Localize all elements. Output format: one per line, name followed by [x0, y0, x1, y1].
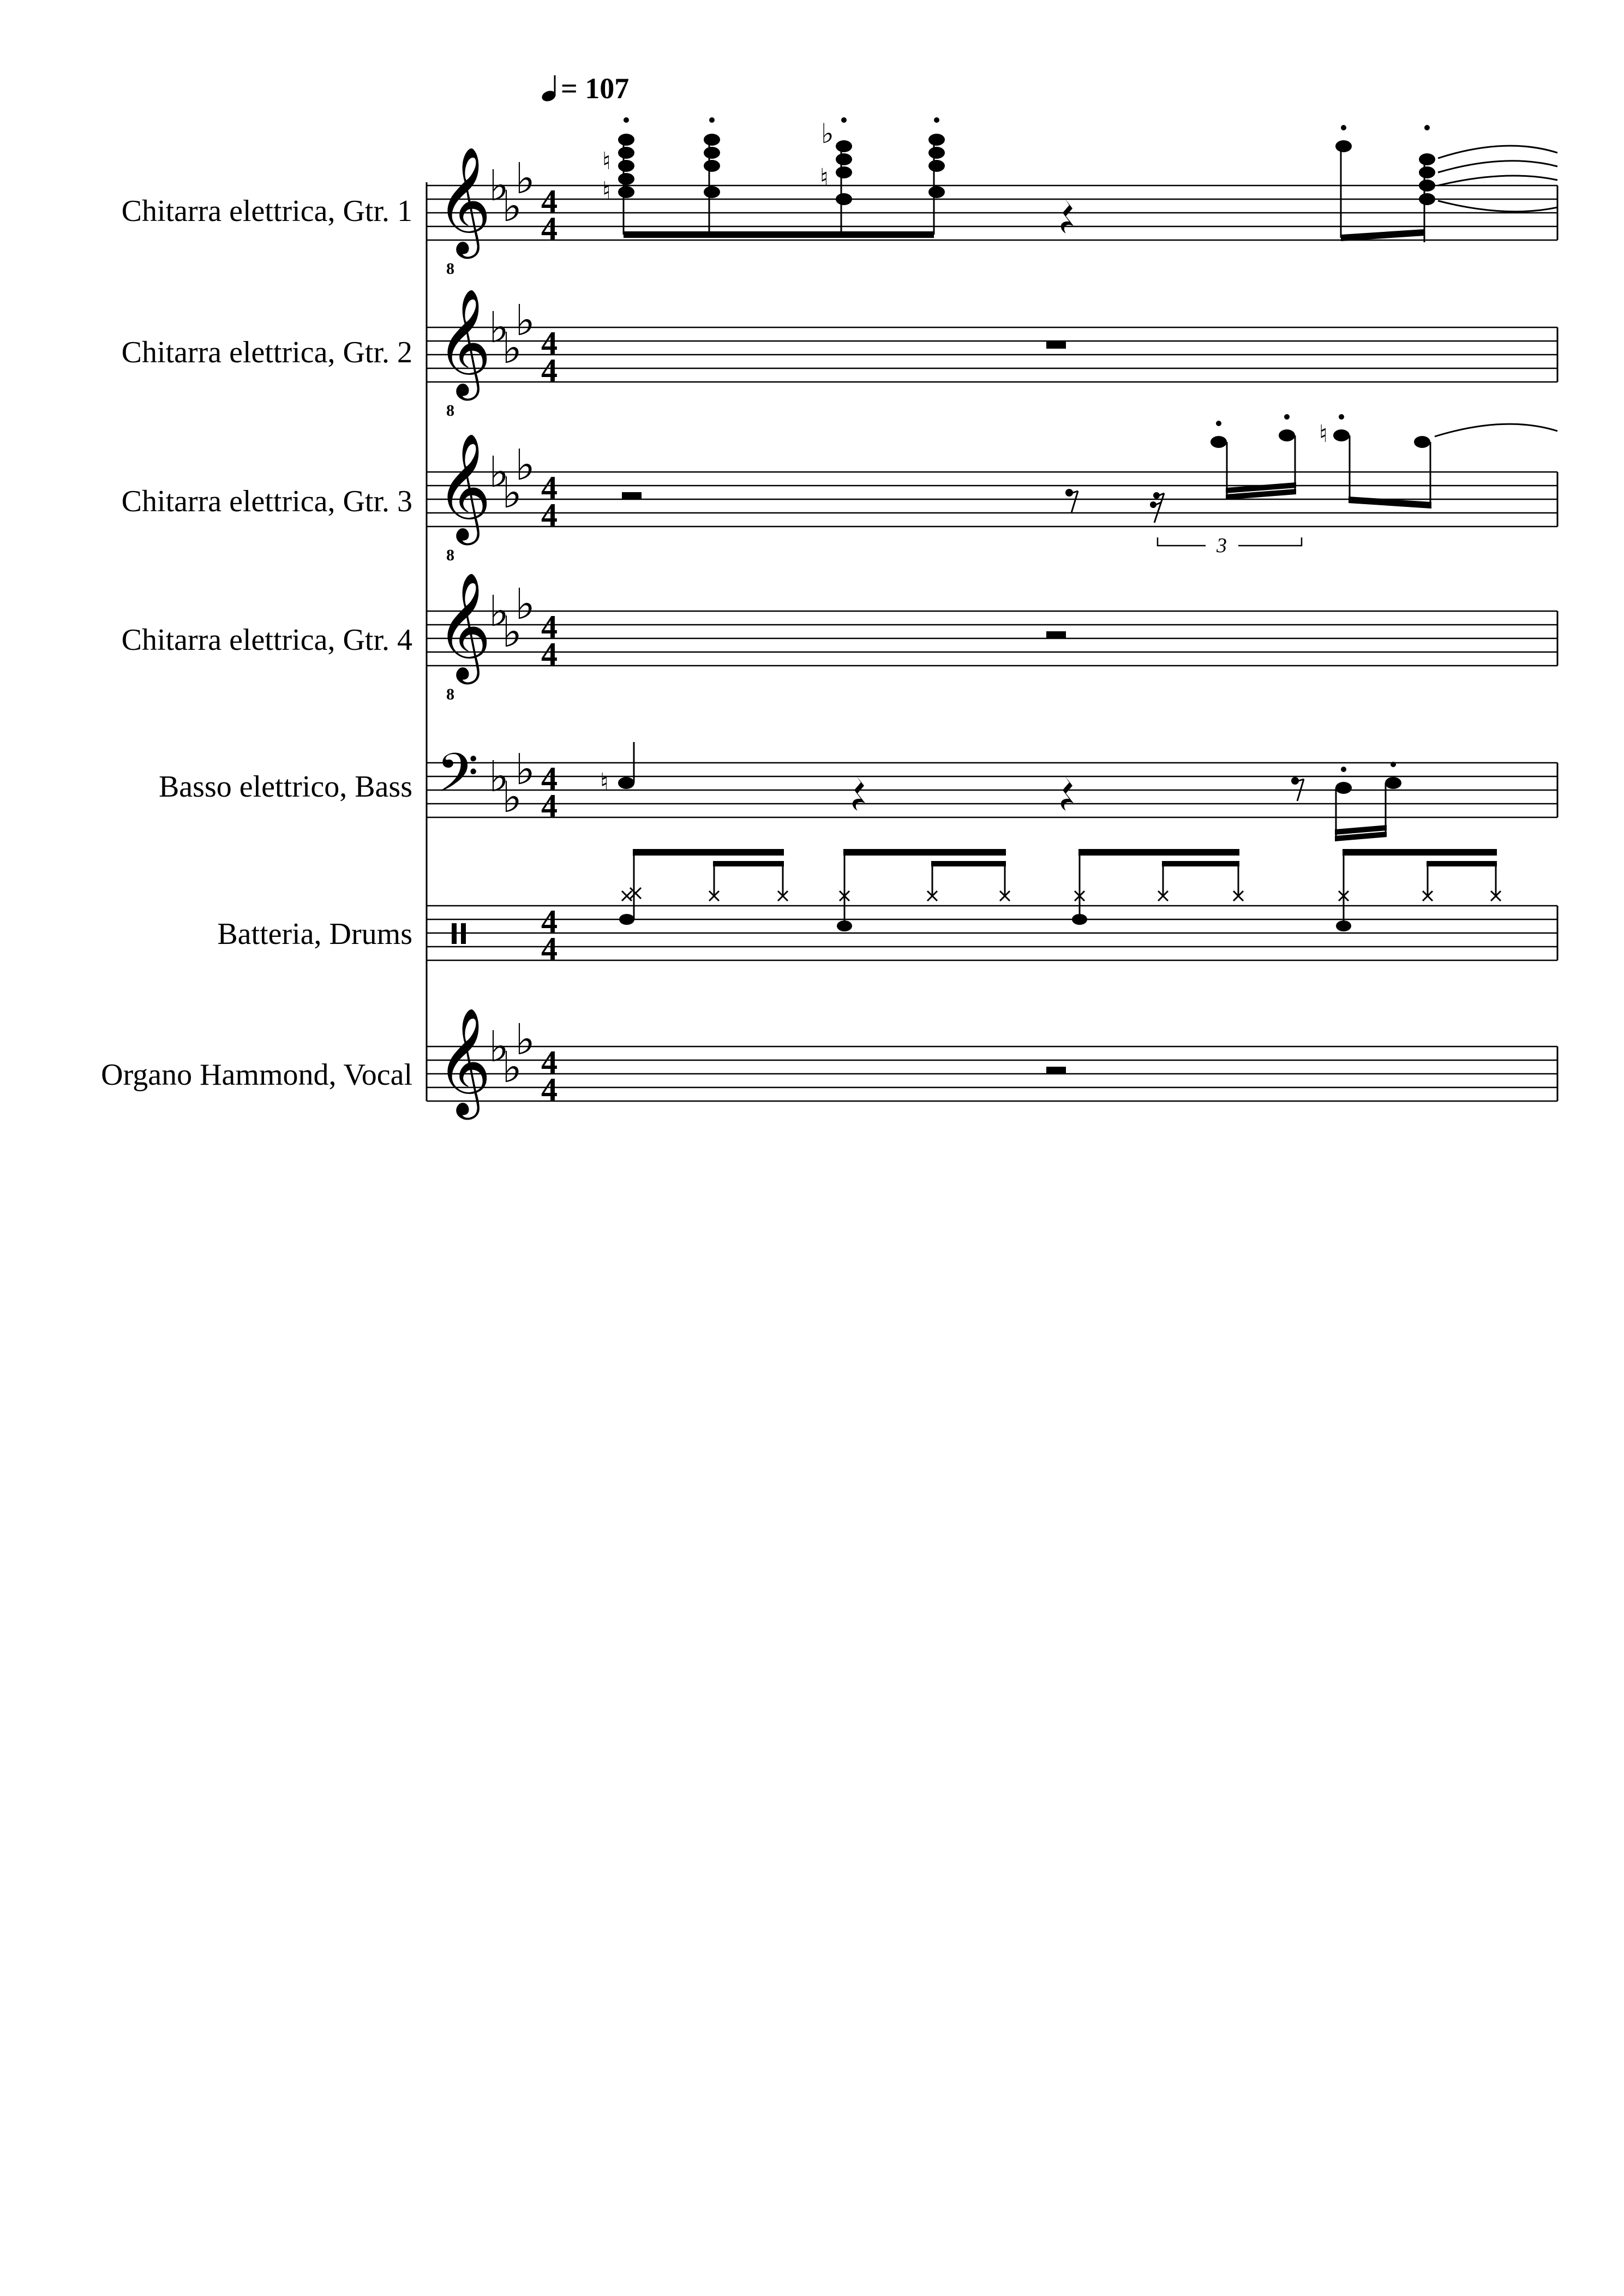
- octave-mark: 8: [446, 546, 454, 564]
- tempo-marking: [541, 72, 630, 105]
- sixteenth-note-pair: [1210, 414, 1296, 500]
- instrument-name: Basso elettrico, Bass: [158, 770, 412, 804]
- sixteenth-note-pair: [1335, 762, 1401, 841]
- staff-lines: [427, 763, 1557, 817]
- key-signature-flats: [489, 296, 535, 373]
- time-sig-numerator: 4: [541, 761, 558, 797]
- flat-icon: ♭: [502, 324, 522, 373]
- instrument-name: Chitarra elettrica, Gtr. 1: [121, 194, 412, 228]
- treble-clef-icon: 𝄞: [436, 433, 492, 541]
- instrument-name: Batteria, Drums: [217, 917, 412, 951]
- octave-mark: 8: [446, 260, 454, 278]
- flat-icon: ♭: [502, 182, 522, 231]
- key-signature-flats: [489, 441, 535, 518]
- staff-lines: [427, 1047, 1557, 1101]
- instrument-name: Chitarra elettrica, Gtr. 3: [121, 485, 412, 518]
- chord: [928, 117, 945, 235]
- natural-icon: ♮: [602, 177, 611, 205]
- time-sig-denominator: 4: [541, 1072, 558, 1108]
- time-sig-numerator: 4: [541, 183, 558, 219]
- half-rest-icon: [622, 492, 642, 499]
- flat-icon: ♭: [502, 773, 522, 822]
- eighth-note-pair: [1319, 414, 1557, 509]
- octave-mark: 8: [446, 685, 454, 703]
- staff-gtr3: [122, 414, 1557, 564]
- key-signature-flats: [489, 580, 535, 657]
- treble-clef-icon: 𝄞: [436, 1007, 492, 1115]
- flat-icon: ♭: [502, 469, 522, 518]
- flat-icon: ♭: [489, 303, 509, 352]
- chord-group: [602, 117, 945, 238]
- natural-icon: ♮: [1319, 420, 1328, 448]
- instrument-name: Chitarra elettrica, Gtr. 4: [121, 623, 412, 657]
- tie-arc: [1435, 424, 1557, 437]
- instrument-name: Chitarra elettrica, Gtr. 2: [121, 336, 412, 369]
- note-pair: [1335, 125, 1557, 242]
- quarter-rest-icon: [1061, 199, 1074, 234]
- key-signature-flats: [489, 745, 535, 822]
- staff-gtr4: [122, 572, 1557, 703]
- chord: [704, 117, 720, 235]
- staff-organ: [101, 1007, 1557, 1120]
- tuplet-bracket: [1158, 534, 1302, 557]
- flat-icon: ♭: [489, 752, 509, 802]
- key-signature-flats: [489, 1015, 535, 1092]
- time-sig-denominator: 4: [541, 497, 558, 533]
- time-sig-denominator: 4: [541, 931, 558, 967]
- tie-arcs: [1438, 146, 1557, 212]
- staff-lines: [427, 611, 1557, 666]
- eighth-rest-icon: [1065, 489, 1078, 513]
- time-sig-denominator: 4: [541, 211, 558, 247]
- staff-bass: [159, 742, 1557, 841]
- staff-lines: [427, 327, 1557, 382]
- time-sig-numerator: 4: [541, 325, 558, 361]
- key-signature-flats: [489, 154, 535, 231]
- tempo-text: = 107: [561, 72, 630, 105]
- staff-gtr1: [122, 117, 1557, 278]
- quarter-rest-icon: [853, 776, 865, 811]
- natural-icon: ♮: [602, 147, 611, 175]
- time-sig-denominator: 4: [541, 636, 558, 672]
- bass-clef-icon: 𝄢: [436, 742, 479, 818]
- flat-icon: ♭: [502, 1043, 522, 1092]
- sixteenth-rest-icon: [1150, 492, 1164, 523]
- staff-drums: [217, 849, 1557, 967]
- eighth-rest-icon: [1291, 777, 1304, 801]
- flat-icon: ♭: [489, 448, 509, 497]
- quarter-rest-icon: [1061, 776, 1074, 811]
- staff-gtr2: [122, 288, 1557, 420]
- tuplet-number: 3: [1216, 534, 1227, 557]
- beam: [624, 231, 934, 238]
- flat-icon: ♭: [489, 587, 509, 636]
- treble-clef-icon: 𝄞: [436, 288, 492, 396]
- time-sig-numerator: 4: [541, 609, 558, 645]
- flat-icon: ♭: [821, 118, 834, 150]
- flat-icon: ♭: [515, 154, 535, 204]
- octave-mark: 8: [446, 402, 454, 420]
- treble-clef-icon: 𝄞: [436, 146, 492, 254]
- chord: [602, 117, 634, 235]
- flat-icon: ♭: [489, 162, 509, 211]
- flat-icon: ♭: [515, 580, 535, 629]
- flat-icon: ♭: [515, 745, 535, 794]
- drum-beat: [1072, 849, 1243, 925]
- chord: [820, 117, 852, 235]
- staff-lines: [427, 906, 1557, 960]
- time-sig-denominator: 4: [541, 788, 558, 824]
- flat-icon: ♭: [515, 296, 535, 345]
- whole-rest-icon: [1046, 631, 1066, 639]
- time-sig-numerator: 4: [541, 1044, 558, 1080]
- whole-rest-icon: [1046, 1067, 1066, 1074]
- drum-beat: [619, 849, 788, 925]
- quarter-note: [600, 742, 634, 796]
- whole-rest-icon: [1046, 341, 1066, 349]
- flat-icon: ♭: [515, 441, 535, 490]
- instrument-name: Organo Hammond, Vocal: [101, 1058, 412, 1092]
- time-sig-denominator: 4: [541, 352, 558, 388]
- time-sig-numerator: 4: [541, 470, 558, 506]
- flat-icon: ♭: [502, 608, 522, 657]
- flat-icon: ♭: [489, 1023, 509, 1072]
- natural-icon: ♮: [600, 768, 609, 796]
- natural-icon: ♮: [820, 164, 829, 192]
- treble-clef-icon: 𝄞: [436, 572, 492, 680]
- flat-icon: ♭: [515, 1015, 535, 1065]
- time-sig-numerator: 4: [541, 904, 558, 940]
